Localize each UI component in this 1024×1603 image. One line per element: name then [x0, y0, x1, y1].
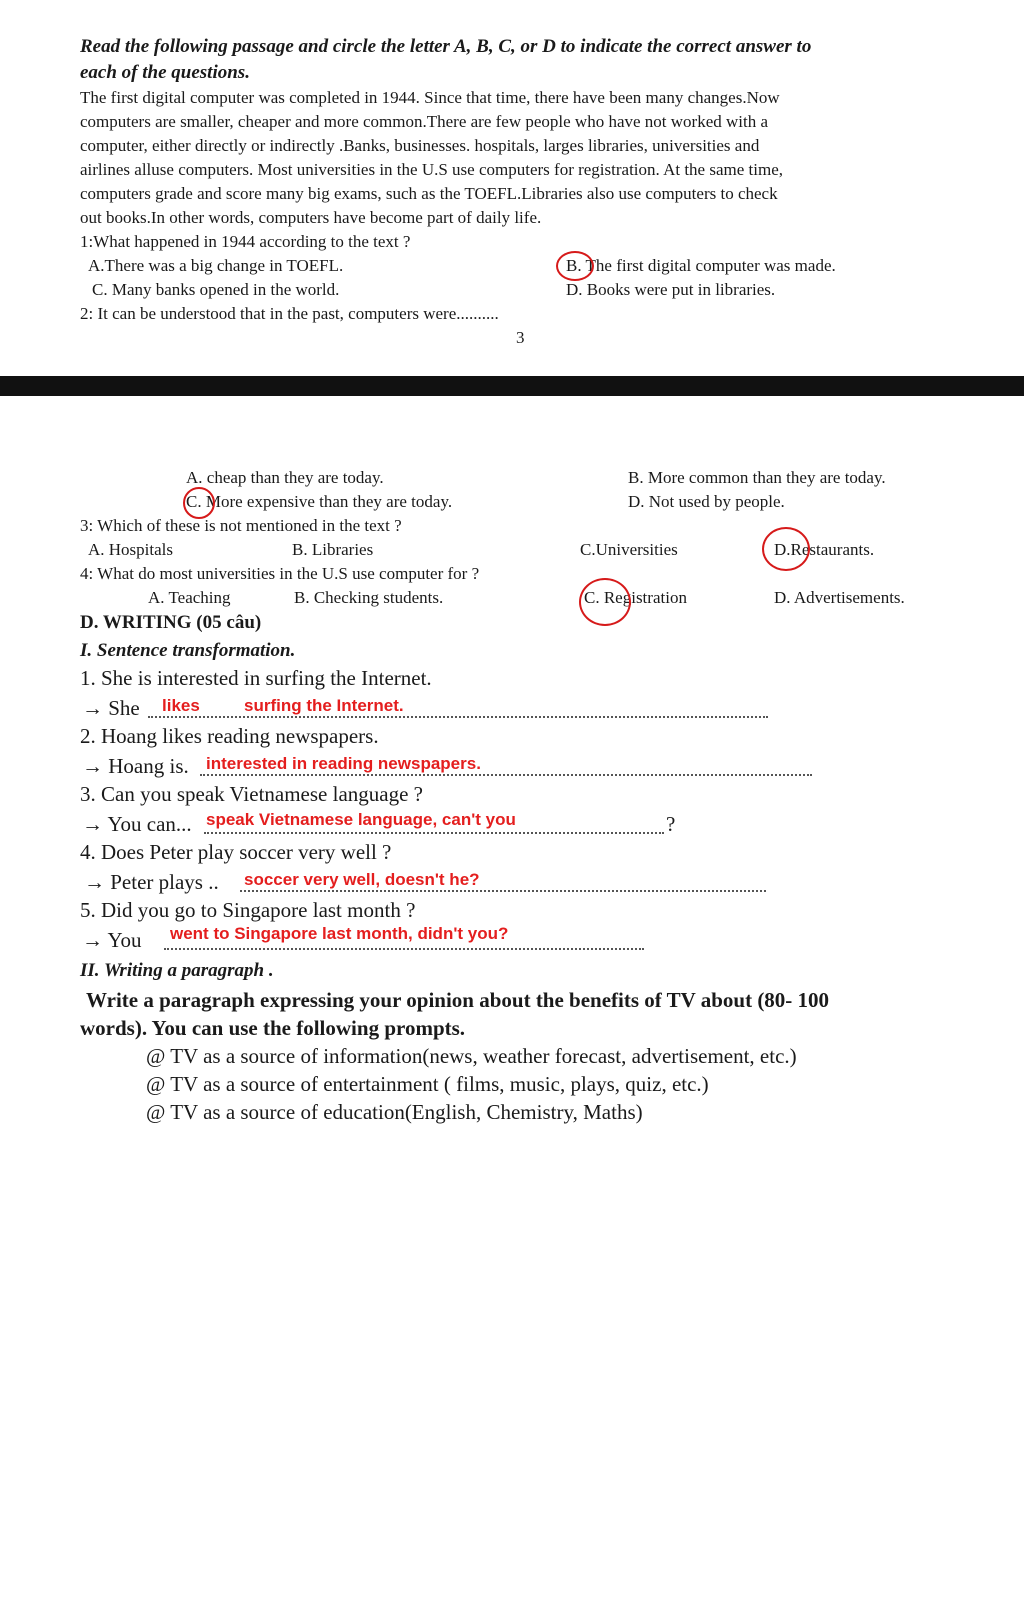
answer-circle	[579, 578, 631, 626]
transform-lead-4: → Peter plays ..	[84, 870, 219, 894]
transform-lead-2: → Hoang is.	[82, 754, 189, 778]
transform-prompt-3: 3. Can you speak Vietnamese language ?	[80, 782, 423, 806]
transform-prompt-2: 2. Hoang likes reading newspapers.	[80, 724, 379, 748]
q4-stem: 4: What do most universities in the U.S use computer for ?	[80, 564, 480, 583]
q3-option-b[interactable]: B. Libraries	[292, 540, 374, 559]
transform-answer-1b[interactable]: surfing the Internet.	[244, 696, 404, 715]
transform-answer-1a[interactable]: likes	[162, 696, 200, 715]
q2-option-c[interactable]: C. More expensive than they are today.	[186, 492, 453, 511]
passage-line: The first digital computer was completed in 1944. Since that time, there have been many changes.Now	[80, 88, 780, 107]
transform-prompt-1: 1. She is interested in surfing the Internet.	[80, 666, 432, 690]
passage-line: out books.In other words, computers have become part of daily life.	[80, 208, 542, 227]
q3-stem: 3: Which of these is not mentioned in the text ?	[80, 516, 402, 535]
writing-heading: D. WRITING (05 câu)	[80, 612, 262, 633]
answer-line	[204, 832, 664, 834]
passage-line: computers grade and score many big exams, such as the TOEFL.Libraries also use computers to check	[80, 184, 778, 203]
q4-option-d[interactable]: D. Advertisements.	[774, 588, 905, 607]
q3-option-d[interactable]: D.Restaurants.	[774, 540, 875, 559]
q2-stem: 2: It can be understood that in the past, computers were..........	[80, 304, 499, 323]
page-divider	[0, 376, 1024, 396]
transform-tail-3: ?	[666, 812, 676, 836]
q3-option-c[interactable]: C.Universities	[580, 540, 678, 559]
transform-answer-3[interactable]: speak Vietnamese language, can't you	[206, 810, 516, 829]
q1-option-a[interactable]: A.There was a big change in TOEFL.	[88, 256, 344, 275]
passage-line: airlines alluse computers. Most universities in the U.S use computers for registration. At the same time,	[80, 160, 784, 179]
answer-line	[240, 890, 766, 892]
transform-answer-5[interactable]: went to Singapore last month, didn't you?	[170, 924, 509, 943]
q1-option-c[interactable]: C. Many banks opened in the world.	[92, 280, 340, 299]
section1-title: I. Sentence transformation.	[80, 640, 296, 661]
q1-option-d[interactable]: D. Books were put in libraries.	[566, 280, 776, 299]
reading-instruction-line2: each of the questions.	[80, 62, 250, 83]
transform-prompt-5: 5. Did you go to Singapore last month ?	[80, 898, 416, 922]
transform-prompt-4: 4. Does Peter play soccer very well ?	[80, 840, 392, 864]
q1-stem: 1:What happened in 1944 according to the text ?	[80, 232, 411, 251]
transform-answer-4[interactable]: soccer very well, doesn't he?	[244, 870, 480, 889]
q4-option-c[interactable]: C. Registration	[584, 588, 687, 607]
prompt-item: @ TV as a source of entertainment ( films, music, plays, quiz, etc.)	[146, 1072, 709, 1096]
q4-option-a[interactable]: A. Teaching	[148, 588, 231, 607]
passage-line: computer, either directly or indirectly .Banks, businesses. hospitals, larges libraries, universities and	[80, 136, 760, 155]
q3-option-a[interactable]: A. Hospitals	[88, 540, 173, 559]
q2-option-d[interactable]: D. Not used by people.	[628, 492, 785, 511]
transform-lead-1: → She	[82, 696, 140, 720]
answer-line	[148, 716, 768, 718]
answer-line	[164, 948, 644, 950]
paragraph-task-line2: words). You can use the following prompts.	[80, 1016, 466, 1040]
page-number: 3	[516, 328, 525, 347]
section2-title: II. Writing a paragraph .	[80, 960, 274, 981]
transform-answer-2[interactable]: interested in reading newspapers.	[206, 754, 481, 773]
q4-option-b[interactable]: B. Checking students.	[294, 588, 444, 607]
answer-circle	[183, 487, 215, 519]
paragraph-task-line1: Write a paragraph expressing your opinion about the benefits of TV about (80- 100	[86, 988, 830, 1012]
q2-option-a[interactable]: A. cheap than they are today.	[186, 468, 384, 487]
transform-lead-5: → You	[82, 928, 142, 952]
q2-option-b[interactable]: B. More common than they are today.	[628, 468, 886, 487]
answer-circle	[762, 527, 810, 571]
q1-option-b[interactable]: B. The first digital computer was made.	[566, 256, 836, 275]
prompt-item: @ TV as a source of education(English, Chemistry, Maths)	[146, 1100, 643, 1124]
answer-line	[200, 774, 812, 776]
transform-lead-3: → You can...	[82, 812, 192, 836]
prompt-item: @ TV as a source of information(news, weather forecast, advertisement, etc.)	[146, 1044, 797, 1068]
reading-instruction-line1: Read the following passage and circle the letter A, B, C, or D to indicate the correct answer to	[80, 36, 812, 57]
answer-circle	[556, 251, 594, 281]
passage-line: computers are smaller, cheaper and more common.There are few people who have not worked with a	[80, 112, 769, 131]
